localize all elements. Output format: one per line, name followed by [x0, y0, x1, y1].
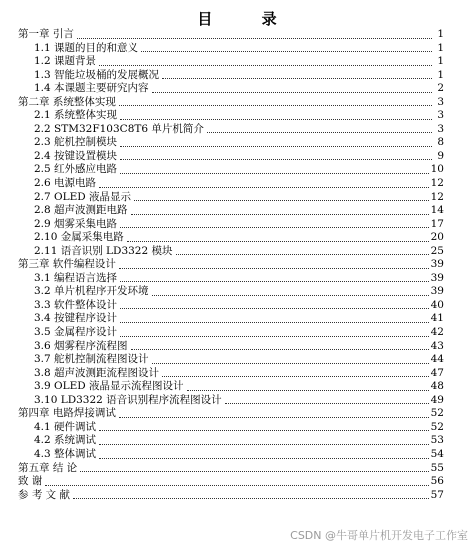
toc-entry-label: 3.2 单片机程序开发环境	[34, 285, 149, 298]
dot-leader	[207, 131, 432, 133]
dot-leader	[99, 443, 429, 445]
toc-section-entry[interactable]	[18, 42, 444, 56]
toc-entry-label: 参 考 文 献	[18, 488, 71, 501]
toc-entry-page-number: 43	[430, 339, 444, 352]
toc-entry-page-number: 56	[430, 475, 444, 488]
toc-entry-label: 第二章 系统整体实现	[18, 95, 116, 108]
toc-entry-page-number: 40	[430, 298, 444, 311]
dot-leader	[119, 267, 429, 269]
toc-entry-label: 2.7 OLED 液晶显示	[34, 190, 132, 203]
toc-entry-label: 1.1 课题的目的和意义	[34, 41, 139, 54]
toc-entry-label: 致 谢	[18, 475, 43, 488]
toc-entry-page-number: 20	[430, 231, 444, 244]
toc-entry-label: 2.3 舵机控制模块	[34, 136, 118, 149]
toc-entry-label: 2.8 超声波测距电路	[34, 204, 128, 217]
toc-entry-label: 3.5 金属程序设计	[34, 326, 118, 339]
dot-leader	[120, 145, 432, 147]
dot-leader	[99, 186, 429, 188]
toc-chapter-entry[interactable]	[18, 258, 444, 272]
dot-leader	[120, 321, 429, 323]
toc-entry-label: 3.1 编程语言选择	[34, 271, 118, 284]
toc-entry-page-number: 12	[430, 177, 444, 190]
dot-leader	[131, 213, 429, 215]
toc-entry-page-number: 48	[430, 380, 444, 393]
toc-entry-label: 2.9 烟雾采集电路	[34, 217, 118, 230]
toc-entry-page-number: 39	[430, 258, 444, 271]
toc-section-entry[interactable]	[18, 340, 444, 354]
toc-entry-page-number: 39	[430, 271, 444, 284]
dot-leader	[80, 470, 428, 472]
toc-entry-page-number: 44	[430, 353, 444, 366]
dot-leader	[45, 484, 428, 486]
toc-section-entry[interactable]	[18, 272, 444, 286]
toc-entry-page-number: 39	[430, 285, 444, 298]
toc-section-entry[interactable]	[18, 448, 444, 462]
toc-entry-label: 3.10 LD3322 语音识别程序流程图设计	[34, 393, 222, 406]
toc-section-entry[interactable]	[18, 109, 444, 123]
dot-leader	[119, 416, 429, 418]
dot-leader	[162, 77, 432, 79]
toc-entry-page-number: 53	[430, 434, 444, 447]
toc-entry-label: 1.3 智能垃圾桶的发展概况	[34, 68, 160, 81]
dot-leader	[77, 37, 432, 39]
toc-entry-label: 2.1 系统整体实现	[34, 109, 118, 122]
toc-section-entry[interactable]	[18, 299, 444, 313]
dot-leader	[176, 253, 429, 255]
toc-section-entry[interactable]	[18, 367, 444, 381]
toc-section-entry[interactable]	[18, 82, 444, 96]
toc-entry-label: 4.2 系统调试	[34, 434, 97, 447]
toc-entry-page-number: 14	[430, 204, 444, 217]
csdn-watermark: CSDN @牛哥单片机开发电子工作室	[290, 529, 468, 542]
toc-entry-label: 3.4 按键程序设计	[34, 312, 118, 325]
dot-leader	[152, 91, 432, 93]
toc-section-entry[interactable]	[18, 312, 444, 326]
toc-entry-label: 3.9 OLED 液晶显示流程图设计	[34, 380, 184, 393]
toc-section-entry[interactable]	[18, 285, 444, 299]
toc-section-entry[interactable]	[18, 163, 444, 177]
table-of-contents	[18, 28, 444, 502]
toc-entry-page-number: 25	[430, 244, 444, 257]
toc-section-entry[interactable]	[18, 326, 444, 340]
dot-leader	[119, 104, 432, 106]
toc-entry-label: 2.2 STM32F103C8T6 单片机简介	[34, 122, 204, 135]
toc-section-entry[interactable]	[18, 245, 444, 259]
toc-entry-label: 第四章 电路焊接调试	[18, 407, 116, 420]
toc-chapter-entry[interactable]	[18, 28, 444, 42]
page-title: 目 录	[197, 10, 299, 28]
dot-leader	[99, 429, 429, 431]
toc-entry-label: 3.3 软件整体设计	[34, 298, 118, 311]
toc-entry-page-number: 49	[430, 393, 444, 406]
dot-leader	[120, 226, 429, 228]
dot-leader	[152, 294, 429, 296]
dot-leader	[152, 362, 429, 364]
toc-section-entry[interactable]	[18, 150, 444, 164]
toc-entry-page-number: 55	[430, 461, 444, 474]
dot-leader	[120, 307, 429, 309]
dot-leader	[131, 348, 429, 350]
toc-entry-label: 2.10 金属采集电路	[34, 231, 124, 244]
toc-section-entry[interactable]	[18, 231, 444, 245]
toc-entry-label: 2.4 按键设置模块	[34, 149, 118, 162]
toc-section-entry[interactable]	[18, 177, 444, 191]
dot-leader	[134, 199, 429, 201]
toc-entry-label: 3.8 超声波测距流程图设计	[34, 366, 160, 379]
dot-leader	[127, 240, 429, 242]
dot-leader	[99, 64, 432, 66]
toc-entry-page-number: 17	[430, 217, 444, 230]
toc-section-entry[interactable]	[18, 204, 444, 218]
toc-section-entry[interactable]	[18, 353, 444, 367]
toc-entry-label: 2.6 电源电路	[34, 177, 97, 190]
toc-chapter-entry[interactable]	[18, 462, 444, 476]
dot-leader	[120, 158, 432, 160]
dot-leader	[187, 389, 429, 391]
toc-entry-page-number: 57	[430, 488, 444, 501]
toc-entry-label: 2.11 语音识别 LD3322 模块	[34, 244, 173, 257]
toc-entry-page-number: 42	[430, 326, 444, 339]
toc-section-entry[interactable]	[18, 434, 444, 448]
toc-entry-label: 第五章 结 论	[18, 461, 78, 474]
toc-section-entry[interactable]	[18, 69, 444, 83]
toc-entry-label: 4.3 整体调试	[34, 447, 97, 460]
toc-entry-page-number: 3	[437, 95, 444, 108]
toc-entry-label: 第三章 软件编程设计	[18, 258, 116, 271]
toc-entry-page-number: 3	[437, 109, 444, 122]
dot-leader	[162, 375, 429, 377]
toc-chapter-entry[interactable]	[18, 489, 444, 503]
toc-entry-page-number: 12	[430, 190, 444, 203]
toc-section-entry[interactable]	[18, 421, 444, 435]
toc-entry-page-number: 9	[437, 149, 444, 162]
toc-section-entry[interactable]	[18, 191, 444, 205]
toc-entry-page-number: 1	[437, 55, 444, 68]
dot-leader	[120, 118, 432, 120]
toc-entry-label: 3.7 舵机控制流程图设计	[34, 353, 149, 366]
toc-section-entry[interactable]	[18, 123, 444, 137]
toc-entry-page-number: 1	[437, 68, 444, 81]
toc-section-entry[interactable]	[18, 136, 444, 150]
toc-entry-page-number: 2	[437, 82, 444, 95]
dot-leader	[120, 172, 429, 174]
toc-entry-label: 2.5 红外感应电路	[34, 163, 118, 176]
toc-entry-label: 3.6 烟雾程序流程图	[34, 339, 128, 352]
toc-entry-page-number: 41	[430, 312, 444, 325]
toc-entry-page-number: 54	[430, 447, 444, 460]
dot-leader	[225, 402, 429, 404]
toc-entry-page-number: 3	[437, 122, 444, 135]
toc-section-entry[interactable]	[18, 394, 444, 408]
toc-entry-page-number: 52	[430, 420, 444, 433]
toc-entry-page-number: 1	[437, 41, 444, 54]
dot-leader	[120, 280, 429, 282]
toc-entry-label: 1.2 课题背景	[34, 55, 97, 68]
dot-leader	[99, 457, 429, 459]
toc-entry-page-number: 10	[430, 163, 444, 176]
toc-entry-label: 4.1 硬件调试	[34, 420, 97, 433]
dot-leader	[73, 497, 429, 499]
toc-section-entry[interactable]	[18, 55, 444, 69]
toc-entry-label: 第一章 引言	[18, 28, 74, 40]
toc-section-entry[interactable]	[18, 218, 444, 232]
toc-entry-page-number: 1	[437, 28, 444, 40]
toc-chapter-entry[interactable]	[18, 96, 444, 110]
toc-entry-page-number: 47	[430, 366, 444, 379]
toc-chapter-entry[interactable]	[18, 475, 444, 489]
dot-leader	[141, 50, 432, 52]
toc-chapter-entry[interactable]	[18, 407, 444, 421]
toc-section-entry[interactable]	[18, 380, 444, 394]
dot-leader	[120, 335, 429, 337]
toc-entry-label: 1.4 本课题主要研究内容	[34, 82, 149, 95]
toc-entry-page-number: 8	[437, 136, 444, 149]
toc-entry-page-number: 52	[430, 407, 444, 420]
